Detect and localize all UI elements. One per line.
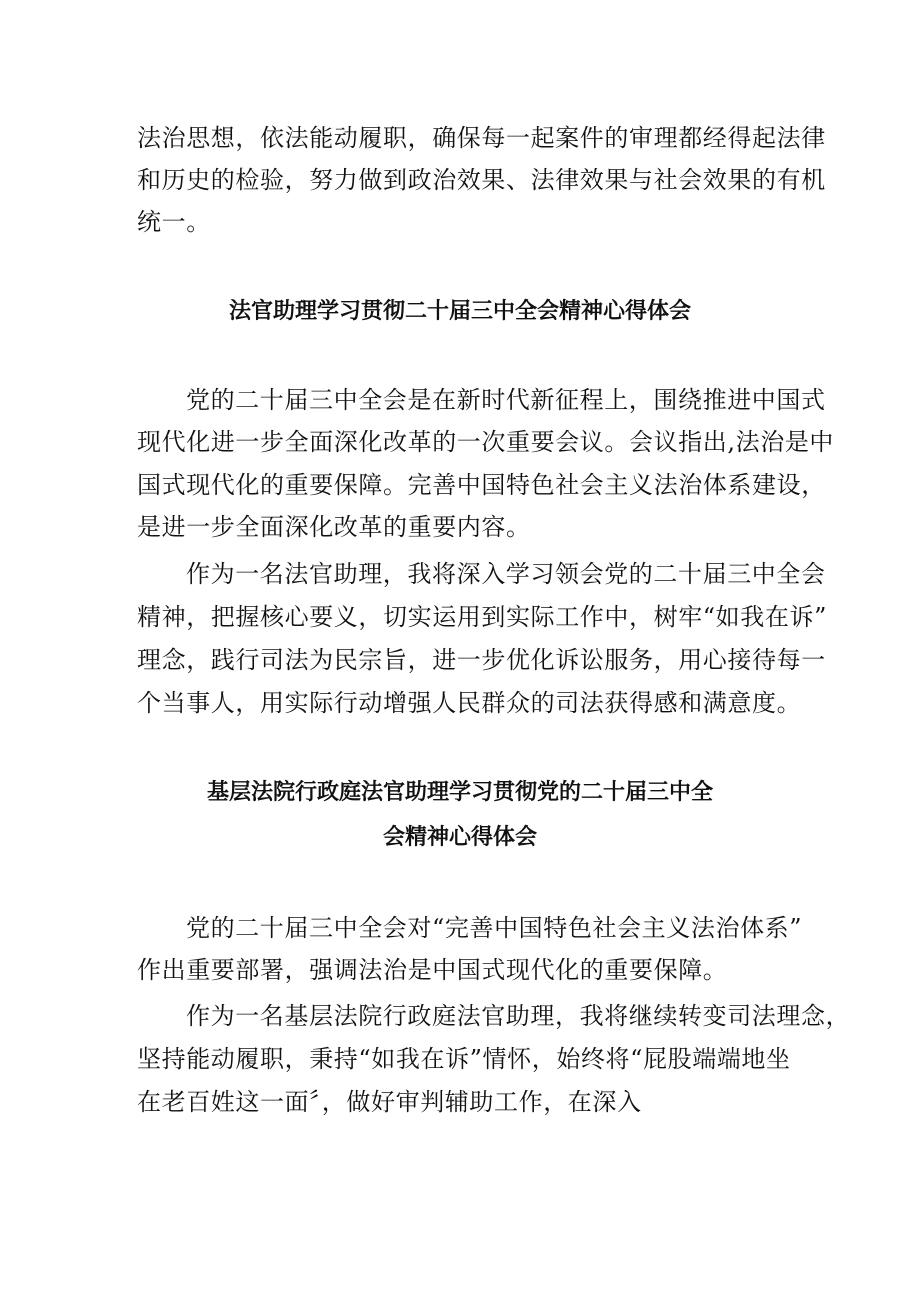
intro-line-2: 和历史的检验，努力做到政治效果、法律效果与社会效果的有机 xyxy=(137,166,826,194)
section2-p1-line-1: 党的二十届三中全会对“完善中国特色社会主义法治体系” xyxy=(186,914,803,942)
section2-p2-line-1: 作为一名基层法院行政庭法官助理，我将继续转变司法理念， xyxy=(186,1002,851,1030)
section1-p1-line-4: 是进一步全面深化改革的重要内容。 xyxy=(137,513,531,541)
section2-p1-line-2: 作出重要部署，强调法治是中国式现代化的重要保障。 xyxy=(137,956,728,984)
section2-p2-line-3: 在老百姓这一面〞，做好审判辅助工作，在深入 xyxy=(137,1088,642,1116)
section2-title-line-1: 基层法院行政庭法官助理学习贯彻党的二十届三中全 xyxy=(206,780,713,805)
section2-title-line-2: 会精神心得体会 xyxy=(382,825,537,850)
section1-p2-line-3: 理念，践行司法为民宗旨，进一步优化诉讼服务，用心接待每一 xyxy=(137,646,826,674)
section2-p2-line-2: 坚持能动履职，秉持“如我在诉”情怀，始终将“屁股端端地坐 xyxy=(137,1045,791,1073)
section1-p2-line-2: 精神，把握核心要义，切实运用到实际工作中，树牢“如我在诉” xyxy=(137,603,827,631)
section1-p1-line-2: 现代化进一步全面深化改革的一次重要会议。会议指出,法治是中 xyxy=(137,428,835,456)
section1-p2-line-1: 作为一名法官助理，我将深入学习领会党的二十届三中全会 xyxy=(186,560,826,588)
section1-p1-line-3: 国式现代化的重要保障。完善中国特色社会主义法治体系建设， xyxy=(137,471,826,499)
section1-p1-line-1: 党的二十届三中全会是在新时代新征程上，围绕推进中国式 xyxy=(186,386,826,414)
intro-line-1: 法治思想，依法能动履职，确保每一起案件的审理都经得起法律 xyxy=(137,124,826,152)
intro-line-3: 统一。 xyxy=(137,208,211,236)
section1-title: 法官助理学习贯彻二十届三中全会精神心得体会 xyxy=(228,299,691,324)
section1-p2-line-4: 个当事人，用实际行动增强人民群众的司法获得感和满意度。 xyxy=(137,689,802,717)
